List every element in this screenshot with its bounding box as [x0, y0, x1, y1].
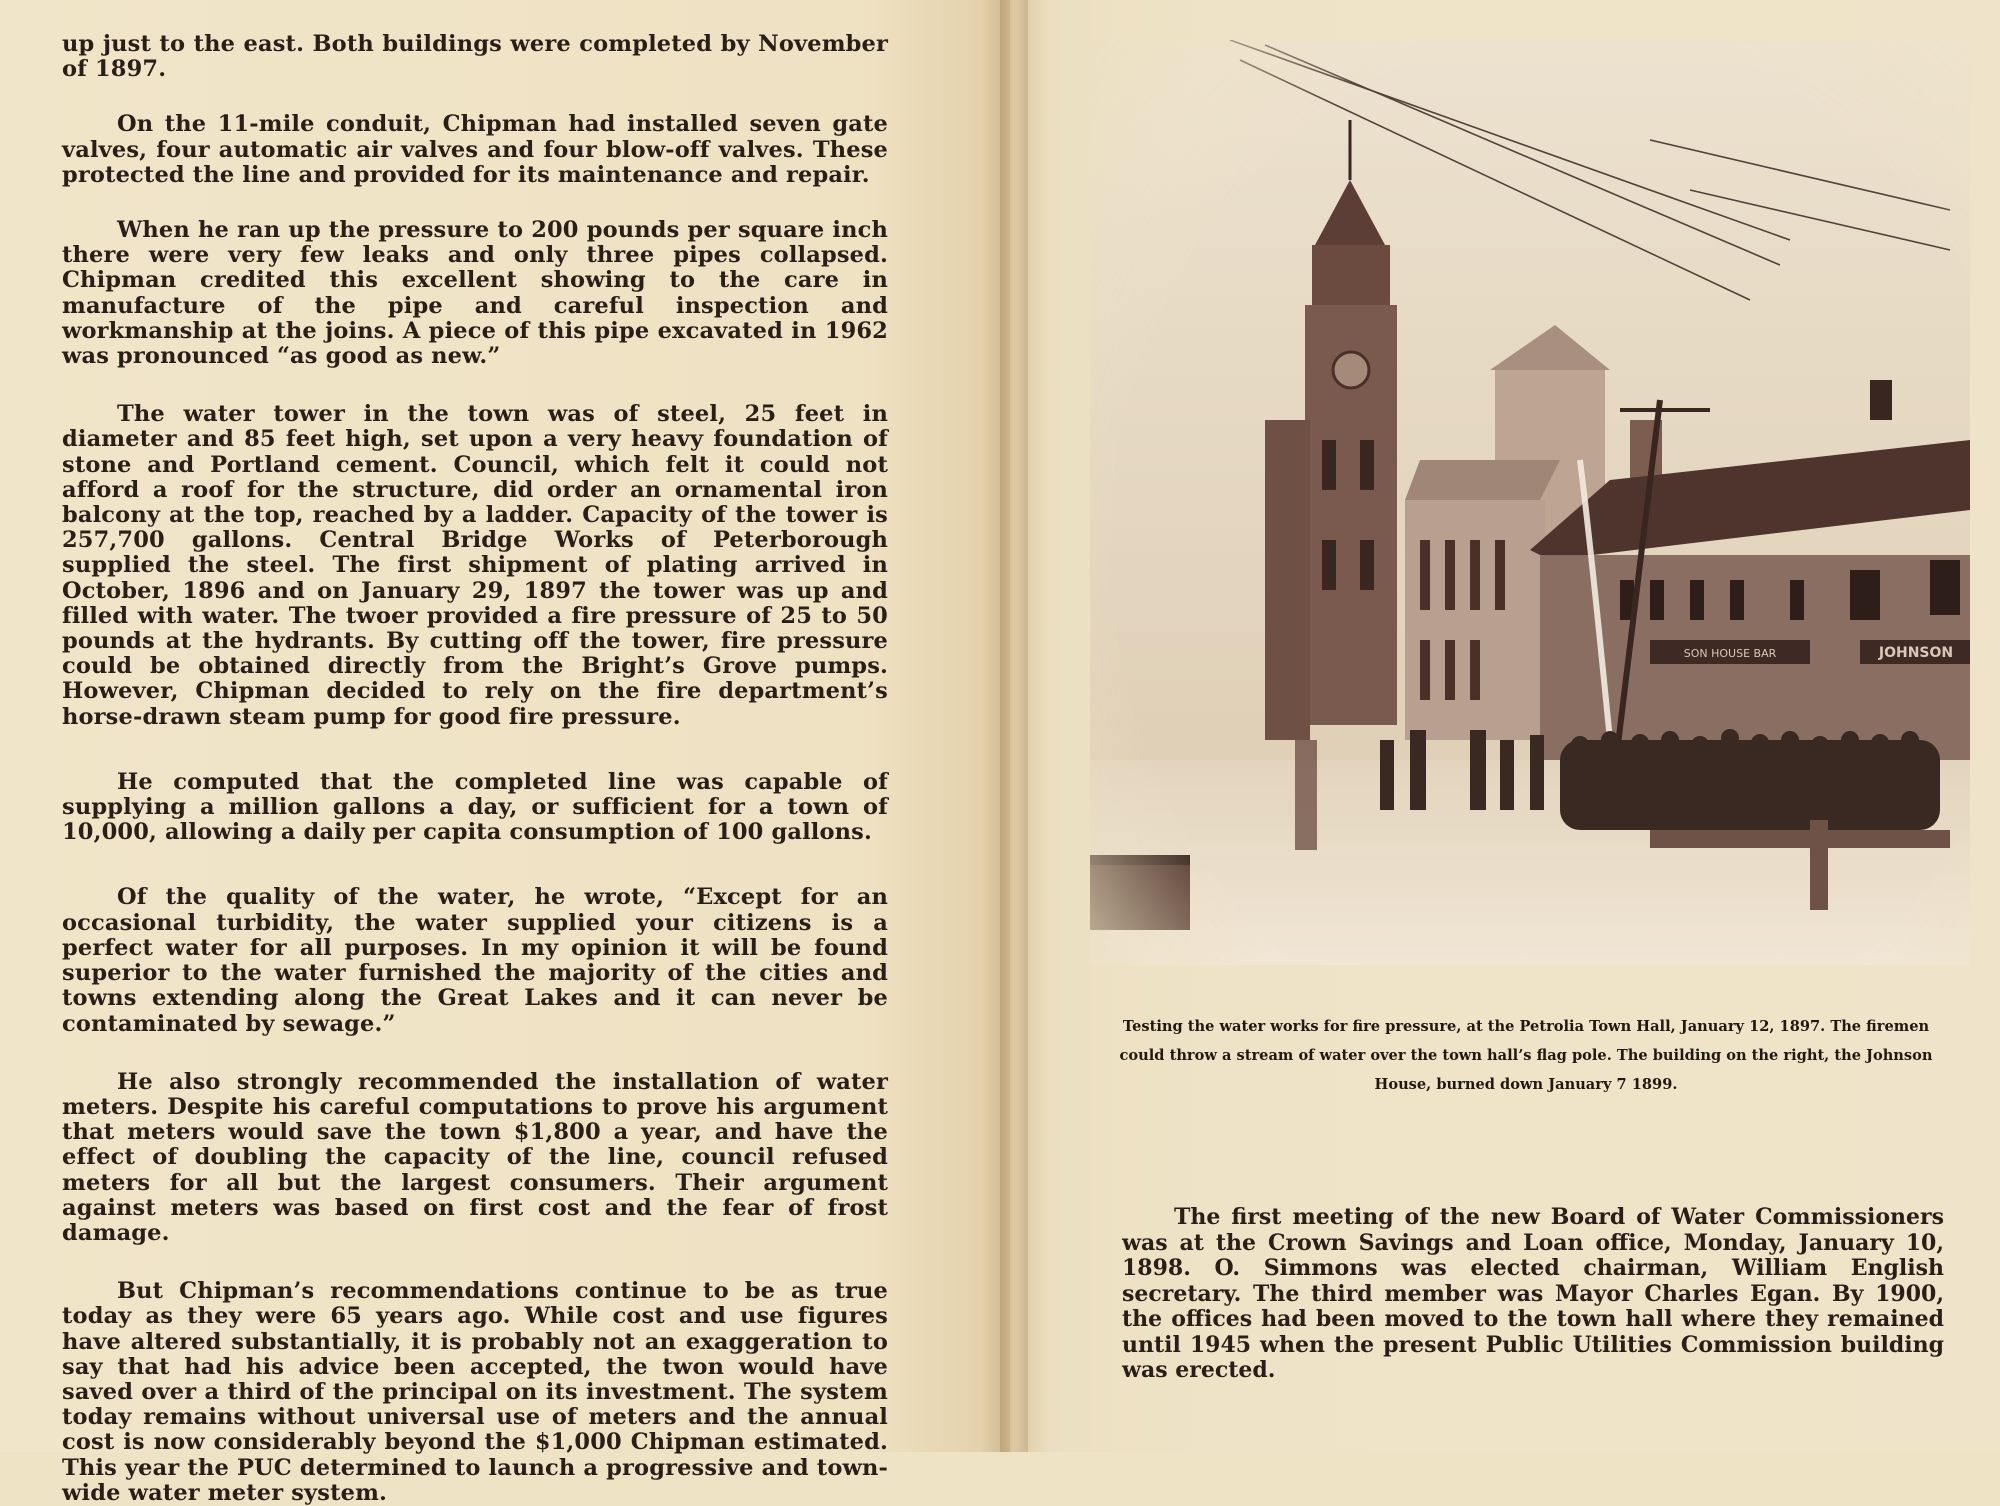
historic-photo — [1090, 40, 1970, 965]
wooden-box — [1090, 855, 1190, 930]
paragraph: When he ran up the pressure to 200 pounds per square inch there were very few leaks and only three pipes collapsed. Chipman credited this excellent showing to the care in manufacture of the pipe and careful inspection and workmanship at the joins. A piece of this pipe excavated in 1962 was pronounced “as good as new.” — [62, 217, 888, 370]
photo-caption: Testing the water works for fire pressure, at the Petrolia Town Hall, January 12, 1897. The firemen could throw a stream of water over the town hall’s flag pole. The building on the right, the Johnson House, burned down January 7 1899. — [1119, 1018, 1933, 1093]
paragraph: up just to the east. Both buildings were completed by November of 1897. — [62, 31, 888, 83]
paragraph: The water tower in the town was of steel, 25 feet in diameter and 85 feet high, set upon a very heavy foundation of stone and Portland cement. Council, which felt it could not afford a roof for the structure, did order an ornamental iron balcony at the top, reached by a ladder. Capacity of the tower is 257,700 gallons. Central Bridge Works of Peterborough supplied the steel. The first shipment of plating arrived in October, 1896 and on January 29, 1897 the tower was up and filled with water. The twoer provided a fire pressure of 25 to 50 pounds at the hydrants. By cutting off the tower, fire pressure could be obtained directly from the Bright’s Grove pumps. However, Chipman decided to rely on the fire department’s horse-drawn steam pump for good fire pressure. — [62, 401, 888, 730]
paragraph: The first meeting of the new Board of Water Commissioners was at the Crown Savings and Loan office, Monday, January 10, 1898. O. Simmons was elected chairman, William English secretary. The third member was Mayor Charles Egan. By 1900, the offices had been moved to the town hall where they remained until 1945 when the present Public Utilities Commission building was erected. — [1122, 1204, 1944, 1383]
left-page-text — [62, 32, 888, 1506]
paragraph: He also strongly recommended the installation of water meters. Despite his careful computations to prove his argument that meters would save the town $1,800 a year, and have the effect of doubling the capacity of the line, council refused meters for all but the largest consumers. Their argument against meters was based on first cost and the fear of frost damage. — [62, 1068, 888, 1246]
middle-building — [1405, 460, 1560, 740]
town-hall-wall — [1265, 420, 1310, 740]
blurred-figure — [1295, 740, 1317, 850]
paragraph: Of the quality of the water, he wrote, “Except for an occasional turbidity, the water supplied your citizens is a perfect water for all purposes. In my opinion it will be found superior to the water furnished the majority of the cities and towns extending along the Great Lakes and it can never be contaminated by sewage.” — [62, 884, 888, 1037]
paragraph: On the 11-mile conduit, Chipman had installed seven gate valves, four automatic air valves and four blow-off valves. These protected the line and provided for its maintenance and repair. — [62, 111, 888, 188]
johnson-sign-text: JOHNSON — [1878, 645, 1954, 661]
right-page-text — [1122, 1205, 1944, 1384]
paragraph: He computed that the completed line was capable of supplying a million gallons a day, or sufficient for a town of 10,000, allowing a daily per capita consumption of 100 gallons. — [62, 768, 888, 846]
paragraph: But Chipman’s recommendations continue to be as true today as they were 65 years ago. While cost and use figures have altered substantially, it is probably not an exaggeration to say that had his advice been accepted, the twon would have saved over a third of the principal on its investment. The system today remains without universal use of meters and the annual cost is now considerably beyond the $1,000 Chipman estimated. This year the PUC determined to launch a progressive and town-wide water meter system. — [62, 1278, 888, 1506]
town-hall-photo — [1090, 40, 1970, 965]
hotel-sign-text: SON HOUSE BAR — [1683, 647, 1777, 660]
